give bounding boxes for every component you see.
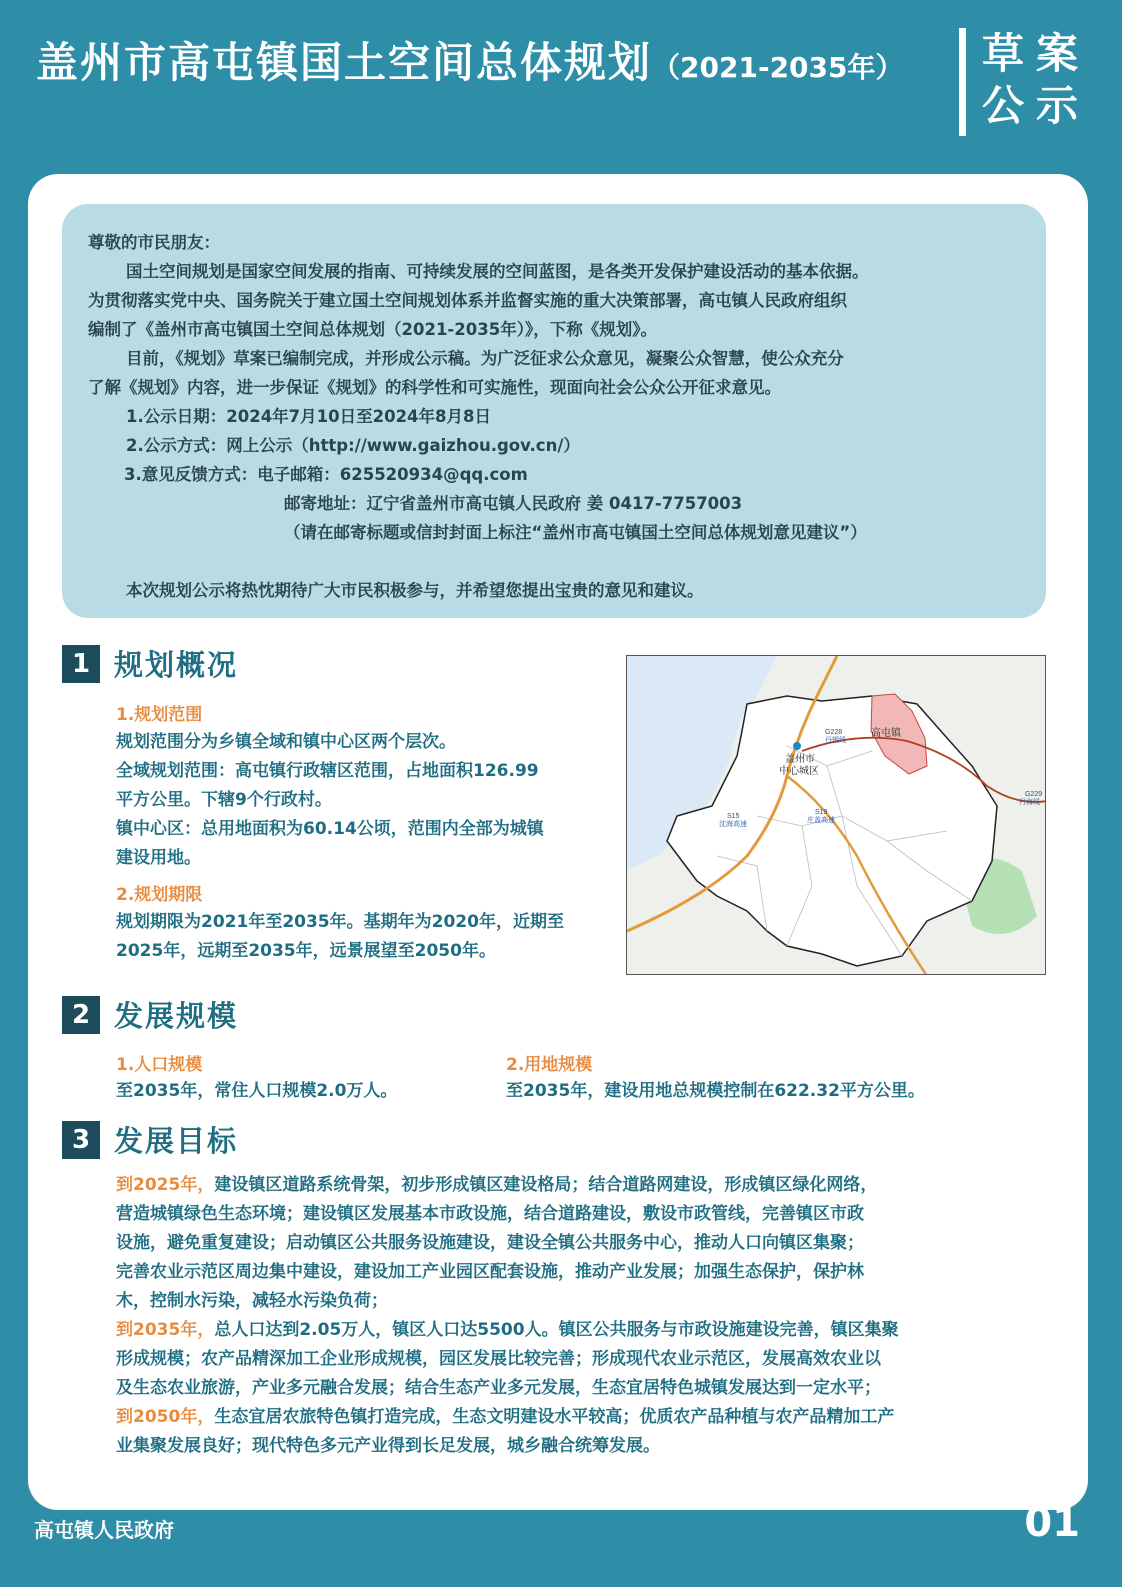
goal-2025-text-5: 木，控制水污染，减轻水污染负荷； — [116, 1291, 388, 1311]
section-2-number: 2 — [62, 996, 100, 1034]
page-number: 01 — [1024, 1500, 1080, 1546]
goal-2025-text-4: 完善农业示范区周边集中建设，建设加工产业园区配套设施，推动产业发展；加强生态保护，保护林 — [116, 1262, 864, 1282]
period-line-2: 2025年，远期至2035年，远景展望至2050年。 — [116, 941, 496, 961]
map-label-s19-name: 庄盖高速 — [807, 817, 835, 824]
content-card — [28, 174, 1088, 1510]
section-1-scope-text — [116, 728, 544, 873]
goal-2050-text-1: 生态宜居农旅特色镇打造完成，生态文明建设水平较高；优质农产品种植与农产品精加工产 — [214, 1407, 895, 1427]
badge-line-1: 草案 — [982, 29, 1091, 78]
section-2-header — [62, 994, 238, 1035]
map-graphic — [627, 656, 1046, 975]
notice-p1-line3: 编制了《盖州市高屯镇国土空间总体规划（2021-2035年）》，下称《规划》。 — [88, 320, 657, 339]
goal-2025-label: 到2025年， — [116, 1175, 215, 1195]
city-center-dot — [793, 742, 801, 750]
notice-greeting: 尊敬的市民朋友： — [88, 233, 220, 252]
section-3-goals-text — [116, 1171, 899, 1461]
planning-map — [626, 655, 1046, 975]
section-2-sub-land: 2.用地规模 — [506, 1055, 593, 1075]
map-label-city: 盖州市 — [785, 754, 815, 765]
goal-2025-text-2: 营造城镇绿色生态环境；建设镇区发展基本市政设施，结合道路建设，敷设市政管线，完善镇区市政 — [116, 1204, 864, 1224]
section-1-period-text — [116, 908, 564, 966]
map-label-city-center: 中心城区 — [779, 766, 819, 777]
notice-closing: 本次规划公示将热忱期待广大市民积极参与，并希望您提出宝贵的意见和建议。 — [126, 581, 704, 600]
goal-2050-text-2: 业集聚发展良好；现代特色多元产业得到长足发展，城乡融合统筹发展。 — [116, 1436, 660, 1456]
goal-2025-text-1: 建设镇区道路系统骨架，初步形成镇区建设格局；结合道路网建设，形成镇区绿化网络， — [214, 1175, 878, 1195]
badge-line-2: 公示 — [982, 81, 1091, 130]
period-line-1: 规划期限为2021年至2035年。基期年为2020年，近期至 — [116, 912, 564, 932]
map-label-g229: G229 — [1025, 791, 1043, 798]
goal-2050-line-1 — [116, 1403, 899, 1432]
map-label-g228-name: 丹锡线 — [825, 737, 846, 744]
section-1-header — [62, 643, 238, 684]
section-2-land-text: 至2035年，建设用地总规模控制在622.32平方公里。 — [506, 1081, 925, 1101]
notice-p2-line2: 了解《规划》内容，进一步保证《规划》的科学性和可实施性，现面向社会公众公开征求意见。 — [88, 378, 781, 397]
section-1-title: 规划概况 — [114, 648, 239, 682]
goal-2025-text-3: 设施，避免重复建设；启动镇区公共服务设施建设，建设全镇公共服务中心，推动人口向镇区集聚； — [116, 1233, 864, 1253]
draft-badge — [982, 28, 1102, 132]
section-3-title: 发展目标 — [114, 1124, 239, 1158]
notice-item-date: 1.公示日期：2024年7月10日至2024年8月8日 — [126, 407, 491, 426]
notice-item-post: 邮寄地址：辽宁省盖州市高屯镇人民政府 姜 0417-7757003 — [284, 494, 743, 513]
notice-p1-line1: 国土空间规划是国家空间发展的指南、可持续发展的空间蓝图，是各类开发保护建设活动的基本依据。 — [126, 262, 869, 281]
footer-organization: 高屯镇人民政府 — [34, 1518, 174, 1542]
section-3-number: 3 — [62, 1121, 100, 1159]
map-label-g228: G228 — [825, 729, 843, 736]
notice-item-method: 2.公示方式：网上公示（http://www.gaizhou.gov.cn/） — [126, 436, 580, 455]
section-1-number: 1 — [62, 645, 100, 683]
notice-item-note: （请在邮寄标题或信封封面上标注“盖州市高屯镇国土空间总体规划意见建议”） — [284, 523, 867, 542]
goal-2035-label: 到2035年， — [116, 1320, 215, 1340]
scope-line-2: 全域规划范围：高屯镇行政辖区范围，占地面积126.99 — [116, 761, 539, 781]
section-1-sub-scope: 1.规划范围 — [116, 705, 203, 725]
goal-2035-text-2: 形成规模；农产品精深加工企业形成规模，园区发展比较完善；形成现代农业示范区，发展高效农业以 — [116, 1349, 881, 1369]
notice-box — [62, 204, 1046, 618]
scope-line-1: 规划范围分为乡镇全域和镇中心区两个层次。 — [116, 732, 456, 752]
section-3-header — [62, 1119, 238, 1160]
goal-2035-text-3: 及生态农业旅游，产业多元融合发展；结合生态产业多元发展，生态宜居特色城镇发展达到一定水平； — [116, 1378, 881, 1398]
goal-2025-line-1 — [116, 1171, 899, 1200]
notice-p2-line1: 目前，《规划》草案已编制完成，并形成公示稿。为广泛征求公众意见，凝聚公众智慧，使公众充分 — [126, 349, 844, 368]
section-2-sub-population: 1.人口规模 — [116, 1055, 203, 1075]
title-divider — [959, 28, 966, 136]
scope-line-4: 镇中心区：总用地面积为60.14公顷，范围内全部为城镇 — [116, 819, 544, 839]
scope-line-3: 平方公里。下辖9个行政村。 — [116, 790, 332, 810]
section-1-sub-period: 2.规划期限 — [116, 885, 203, 905]
map-label-g229-name: 丹海线 — [1019, 799, 1040, 806]
goal-2035-text-1: 总人口达到2.05万人，镇区人口达5500人。镇区公共服务与市政设施建设完善，镇区集聚 — [214, 1320, 899, 1340]
title-years: （2021-2035年） — [652, 51, 904, 84]
map-label-s15-name: 沈海高速 — [719, 821, 747, 828]
map-label-town: 高屯镇 — [871, 728, 901, 739]
map-label-s19: S19 — [815, 809, 828, 816]
section-2-population-text: 至2035年，常住人口规模2.0万人。 — [116, 1081, 398, 1101]
goal-2035-line-1 — [116, 1316, 899, 1345]
notice-item-feedback: 3.意见反馈方式：电子邮箱：625520934@qq.com — [124, 465, 528, 484]
notice-p1-line2: 为贯彻落实党中央、国务院关于建立国土空间规划体系并监督实施的重大决策部署，高屯镇人民政府组织 — [88, 291, 847, 310]
section-2-title: 发展规模 — [114, 999, 239, 1033]
map-label-s15: S15 — [727, 813, 740, 820]
goal-2050-label: 到2050年， — [116, 1407, 215, 1427]
page-title — [36, 30, 904, 90]
title-main: 盖州市高屯镇国土空间总体规划 — [36, 38, 653, 87]
scope-line-5: 建设用地。 — [116, 848, 201, 868]
